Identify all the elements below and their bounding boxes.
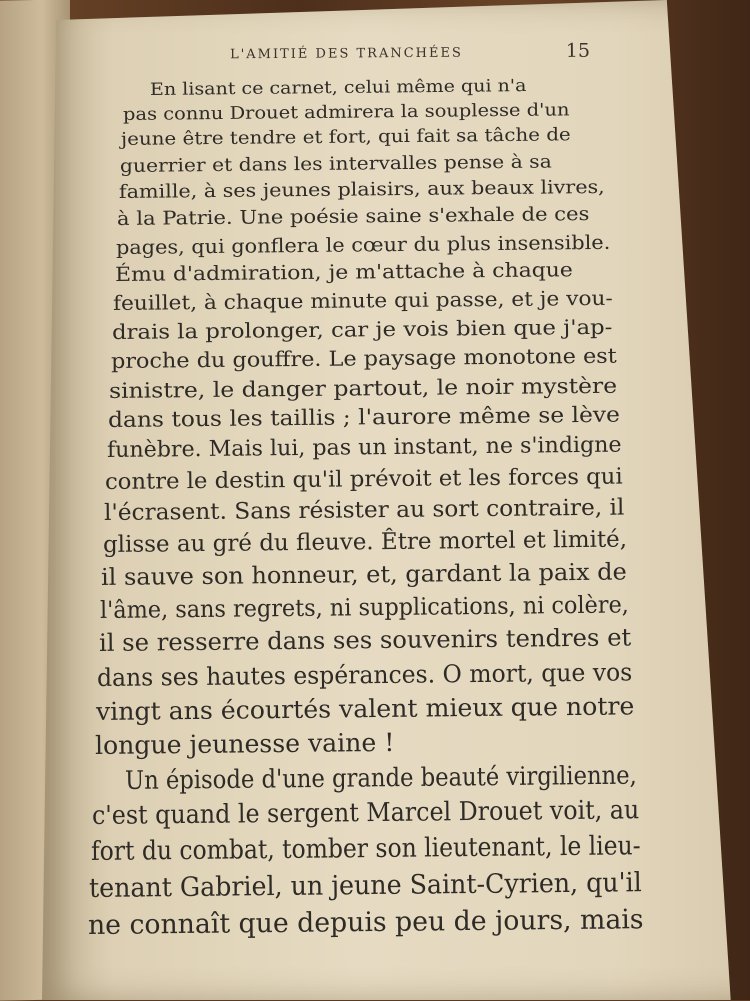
text-line: ne connaît que depuis peu de jours, mais xyxy=(87,904,644,941)
text-line: l'âme, sans regrets, ni supplications, ni colère, xyxy=(99,590,629,625)
page-number: 15 xyxy=(565,39,591,62)
text-line: jeune être tendre et fort, qui fait sa tâche de xyxy=(121,125,572,151)
text-line: fort du combat, tomber son lieutenant, le lieu- xyxy=(90,831,641,868)
text-line: famille, à ses jeunes plaisirs, aux beaux livres, xyxy=(118,176,605,203)
text-line: Un épisode d'une grande beauté virgilienne, xyxy=(125,760,638,797)
text-line: dans ses hautes espérances. O mort, que vos xyxy=(97,657,633,692)
running-title: L'AMITIÉ DES TRANCHÉES xyxy=(230,45,463,63)
text-line: glisse au gré du fleuve. Être mortel et limité, xyxy=(102,526,627,558)
text-line: sinistre, le danger partout, le noir mystère xyxy=(109,372,618,404)
text-line: tenant Gabriel, un jeune Saint-Cyrien, qu'il xyxy=(89,867,643,905)
text-line: vingt ans écourtés valent mieux que notre xyxy=(95,691,635,726)
text-line: il se resserre dans ses souvenirs tendres et xyxy=(98,623,632,658)
text-line: guerrier et dans les intervalles pense à sa xyxy=(119,151,552,177)
text-line: il sauve son honneur, et, gardant la paix de xyxy=(101,558,628,591)
text-line: funèbre. Mais lui, pas un instant, ne s'indigne xyxy=(106,432,622,464)
text-line: Ému d'admiration, je m'attache à chaque xyxy=(114,258,573,287)
text-line: pages, qui gonflera le cœur du plus insensible. xyxy=(115,230,611,259)
text-line: contre le destin qu'il prévoit et les forces qui xyxy=(105,463,624,495)
text-line: c'est quand le sergent Marcel Drouet voit, au xyxy=(91,795,640,832)
text-line: à la Patrie. Une poésie saine s'exhale de ces xyxy=(117,203,590,230)
text-line: drais la prolonger, car je vois bien que j'ap- xyxy=(111,314,613,344)
text-line: En lisant ce carnet, celui même qui n'a xyxy=(149,76,527,100)
text-line: dans tous les taillis ; l'aurore même se lève xyxy=(107,402,621,433)
text-line: feuillet, à chaque minute qui passe, et je vou- xyxy=(113,286,614,316)
text-line: proche du gouffre. Le paysage monotone est xyxy=(110,343,617,373)
text-line: longue jeunesse vaine ! xyxy=(94,728,395,761)
text-line: pas connu Drouet admirera la souplesse d'un xyxy=(122,100,570,125)
text-line: l'écrasent. Sans résister au sort contraire, il xyxy=(103,494,625,527)
